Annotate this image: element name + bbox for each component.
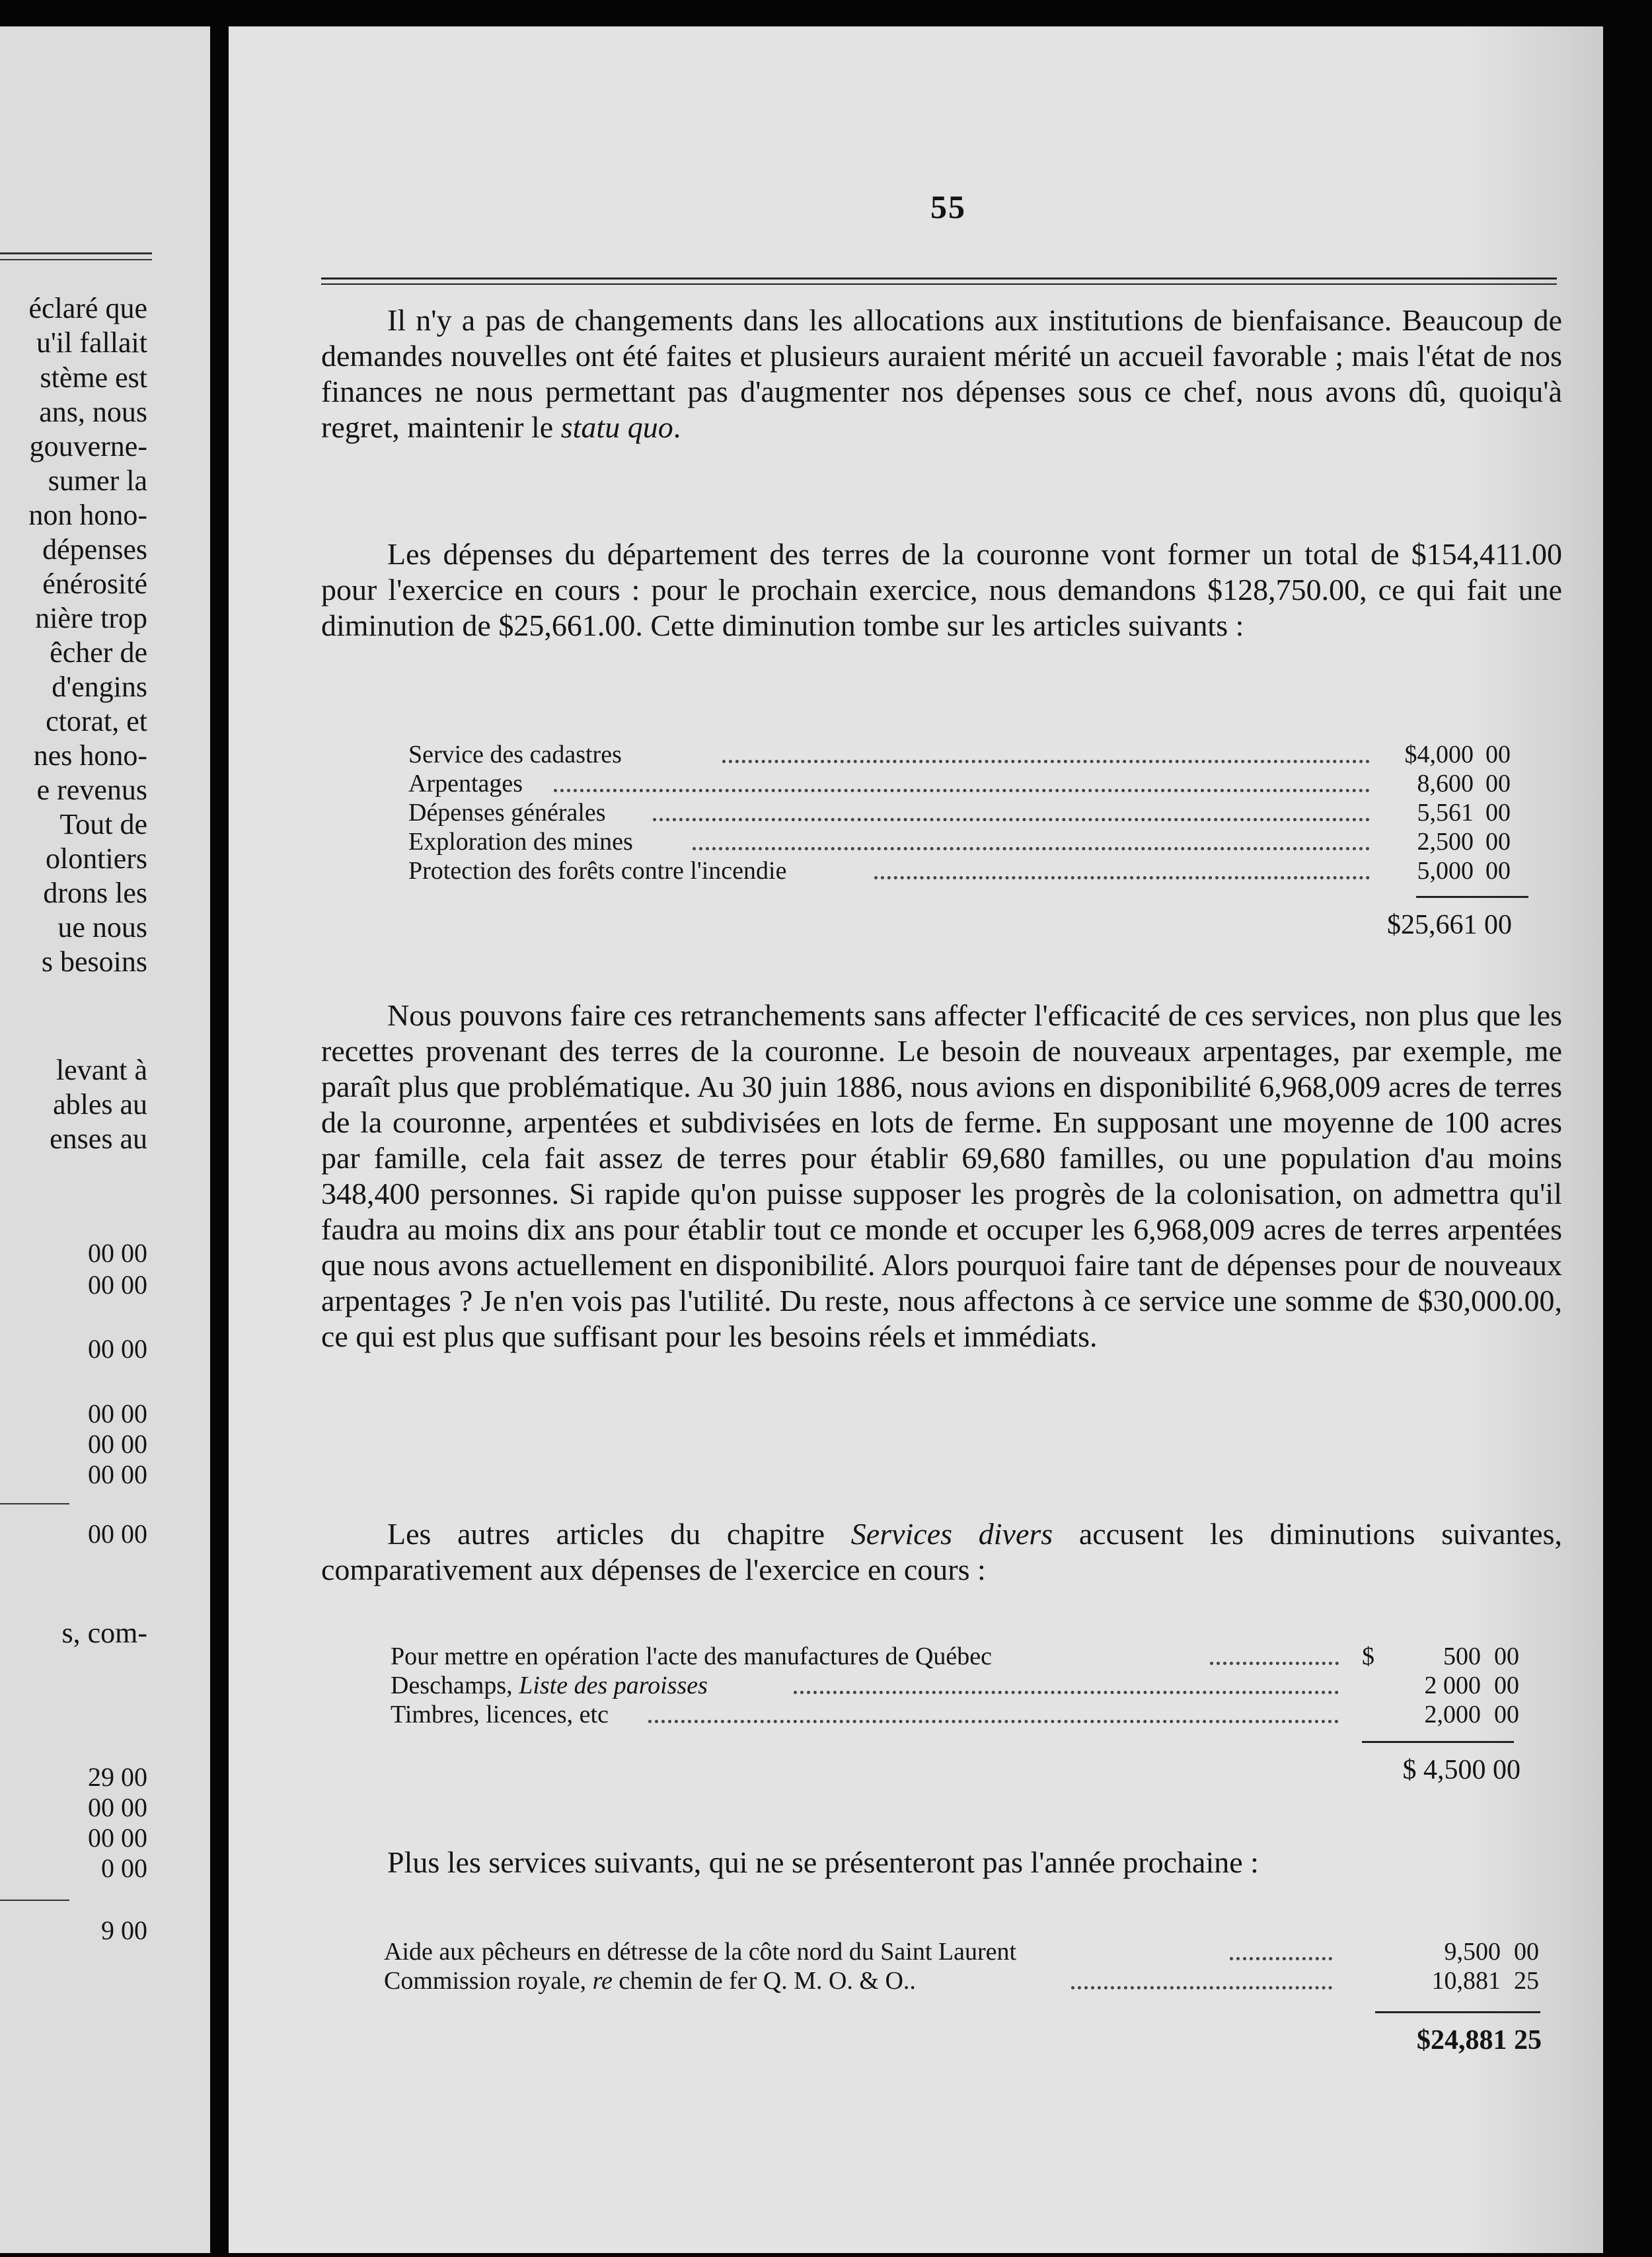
page-number: 55 (930, 188, 966, 225)
row-dollars: 2 000 (1424, 1672, 1481, 1699)
left-header-rule-2 (0, 259, 152, 260)
paragraph-italic: Services divers (850, 1517, 1053, 1551)
leader-dots (1210, 1662, 1339, 1665)
leader-dots (653, 818, 1370, 821)
row-label: Dépenses générales (408, 799, 606, 827)
row-cents: 00 (1485, 741, 1511, 768)
table-row (384, 1966, 1573, 1995)
row-cents: 00 (1485, 799, 1511, 827)
left-text-line: levant à (56, 1054, 147, 1086)
row-label (391, 1671, 708, 1700)
row-label: Exploration des mines (408, 828, 633, 856)
left-amount: 00 00 (88, 1238, 147, 1268)
left-amount: 0 00 (101, 1853, 147, 1883)
table-row (408, 798, 1585, 827)
left-text-line: u'il fallait (36, 326, 147, 359)
row-cents: 00 (1494, 1672, 1519, 1699)
table-row (384, 1937, 1573, 1966)
left-text-line: gouverne- (29, 430, 147, 462)
diminution-table (408, 740, 1585, 940)
row-label (384, 1966, 916, 1995)
currency-symbol: $ (1362, 1643, 1374, 1670)
row-dollars: 2,500 (1417, 828, 1474, 856)
left-text-line: sumer la (48, 464, 147, 497)
row-label: Timbres, licences, etc (391, 1701, 609, 1728)
row-label-text: Commission royale, (384, 1967, 593, 1995)
left-text-line: drons les (43, 877, 147, 909)
left-text-line: d'engins (52, 671, 147, 703)
left-amount: 29 00 (88, 1762, 147, 1792)
row-cents: 00 (1485, 770, 1511, 797)
paragraph-text: Plus les services suivants, qui ne se présenteront pas l'année prochaine : (387, 1845, 1259, 1879)
row-label: Arpentages (408, 770, 523, 797)
left-text-line: nes hono- (33, 739, 147, 772)
table-total: $25,661 00 (1387, 910, 1512, 940)
leader-dots (693, 847, 1370, 850)
left-text-line: éclaré que (28, 292, 147, 324)
left-sum-rule (0, 1900, 69, 1901)
left-text-line: Tout de (59, 808, 147, 840)
row-label: Service des cadastres (408, 741, 622, 768)
row-label-text: Deschamps, (391, 1672, 519, 1699)
paragraph-terres-couronne (321, 536, 1562, 644)
row-label: Pour mettre en opération l'acte des manufactures de Québec (391, 1643, 993, 1670)
left-page-fragment (0, 26, 210, 2253)
left-amount: 00 00 (88, 1429, 147, 1459)
row-dollars: 500 (1443, 1643, 1481, 1670)
table-row (391, 1642, 1580, 1671)
left-text-line: olontiers (46, 842, 147, 875)
services-divers-table (391, 1642, 1580, 1785)
paragraph-arpentages (321, 998, 1562, 1354)
left-header-rule (0, 252, 152, 254)
row-dollars: 5,561 (1417, 799, 1474, 827)
row-dollars: $4,000 (1404, 741, 1474, 768)
row-label-text: chemin de fer Q. M. O. & O.. (612, 1967, 916, 1995)
table-row (391, 1671, 1580, 1700)
row-cents: 25 (1514, 1967, 1539, 1995)
left-amount: 9 00 (101, 1915, 147, 1945)
left-text-line: ctorat, et (46, 705, 147, 737)
paragraph-institutions (321, 303, 1562, 445)
left-text-line: ans, nous (39, 396, 147, 428)
paragraph-text: Il n'y a pas de changements dans les allocations aux institutions de bienfaisance. Beaucoup de demandes nouvelles ont été faites et plusieurs auraient mérité un accueil favorable ; mais l'état de nos finances ne nous permettant pas d'augmenter nos dépenses sous ce chef, nous avons dû, quoiqu'à regret, maintenir le (321, 303, 1562, 444)
paragraph-text: Les dépenses du département des terres de la couronne vont former un total de $154,411.00 pour l'exercice en cours : pour le prochain exercice, nous demandons $128,750.00, ce qui fait une diminution de $25,661.00. Cette diminution tombe sur les articles suivants : (321, 537, 1562, 642)
leader-dots (794, 1691, 1339, 1694)
row-dollars: 10,881 (1431, 1967, 1501, 1995)
row-label: Aide aux pêcheurs en détresse de la côte nord du Saint Laurent (384, 1938, 1017, 1966)
row-cents: 00 (1494, 1701, 1519, 1728)
paragraph-text: accusent les diminutions suivantes, comparativement aux dépenses de l'exercice en cours : (321, 1517, 1562, 1586)
table-total: $ 4,500 00 (1402, 1755, 1521, 1785)
paragraph-text: Les autres articles du chapitre (387, 1517, 851, 1551)
row-dollars: 5,000 (1417, 857, 1474, 885)
document-page (229, 26, 1603, 2253)
left-text-line: énérosité (42, 568, 147, 600)
left-amount: 00 00 (88, 1793, 147, 1822)
services-suivants-table (384, 1937, 1573, 2055)
left-text-line: s, com- (61, 1617, 147, 1649)
left-text-line: ue nous (57, 911, 147, 944)
leader-dots (1230, 1957, 1332, 1960)
left-text-line: stème est (40, 361, 147, 394)
left-amount: 00 00 (88, 1519, 147, 1549)
row-cents: 00 (1514, 1938, 1539, 1966)
row-cents: 00 (1485, 857, 1511, 885)
row-label-italic: re (592, 1967, 613, 1995)
left-text-line: ables au (53, 1088, 147, 1121)
leader-dots (722, 760, 1370, 763)
sum-rule (1416, 896, 1528, 898)
left-amount: 00 00 (88, 1823, 147, 1853)
left-text-line: dépenses (42, 533, 147, 566)
paragraph-text: Nous pouvons faire ces retranchements sans affecter l'efficacité de ces services, non plus que les recettes provenant des terres de la couronne. Le besoin de nouveaux arpentages, par exemple, me paraît plus que problématique. Au 30 juin 1886, nous avions en disponibilité 6,968,009 acres de terres de la couronne, arpentées et subdivisées en lots de ferme. En supposant une moyenne de 100 acres par famille, cela fait assez de terres pour établir 69,680 familles, ou une population d'au moins 348,400 personnes. Si rapide qu'on puisse supposer les progrès de la colonisation, on admettra qu'il faudra au moins dix ans pour établir tout ce monde et occuper les 6,968,009 acres de terres arpentées que nous avons actuellement en disponibilité. Alors pourquoi faire tant de dépenses pour de nouveaux arpentages ? Je n'en vois pas l'utilité. Du reste, nous affectons à ce service une somme de $30,000.00, ce qui est plus que suffisant pour les besoins réels et immédiats. (321, 998, 1562, 1353)
paragraph-italic: statu quo (560, 410, 673, 444)
row-dollars: 8,600 (1417, 770, 1474, 797)
row-label-italic: Liste des paroisses (519, 1672, 708, 1699)
left-amount: 00 00 (88, 1334, 147, 1364)
left-text-line: s besoins (41, 945, 147, 978)
leader-dots (874, 876, 1370, 879)
paragraph-services-suivants (387, 1845, 1563, 1880)
row-dollars: 9,500 (1444, 1938, 1501, 1966)
left-amount: 00 00 (88, 1270, 147, 1300)
left-text-line: non hono- (28, 499, 147, 531)
table-total: $24,881 25 (1417, 2025, 1542, 2055)
left-text-line: êcher de (50, 636, 147, 669)
left-amount: 00 00 (88, 1460, 147, 1489)
row-cents: 00 (1494, 1643, 1519, 1670)
table-row (408, 740, 1585, 769)
row-label: Protection des forêts contre l'incendie (408, 857, 787, 885)
sum-rule (1362, 1741, 1514, 1743)
row-dollars: 2,000 (1424, 1701, 1481, 1728)
sum-rule (1375, 2011, 1540, 2013)
paragraph-services-divers (321, 1516, 1562, 1588)
row-cents: 00 (1485, 828, 1511, 856)
left-text-line: enses au (50, 1123, 147, 1155)
header-rule (321, 278, 1557, 285)
left-sum-rule (0, 1503, 69, 1504)
leader-dots (554, 789, 1370, 792)
left-amount: 00 00 (88, 1399, 147, 1428)
leader-dots (648, 1720, 1339, 1723)
left-text-line: e revenus (36, 774, 147, 806)
table-row (408, 856, 1585, 885)
leader-dots (1071, 1986, 1332, 1989)
table-row (408, 769, 1585, 798)
table-row (391, 1700, 1580, 1729)
table-row (408, 827, 1585, 856)
left-text-line: nière trop (35, 602, 147, 634)
paragraph-text: . (673, 410, 681, 444)
